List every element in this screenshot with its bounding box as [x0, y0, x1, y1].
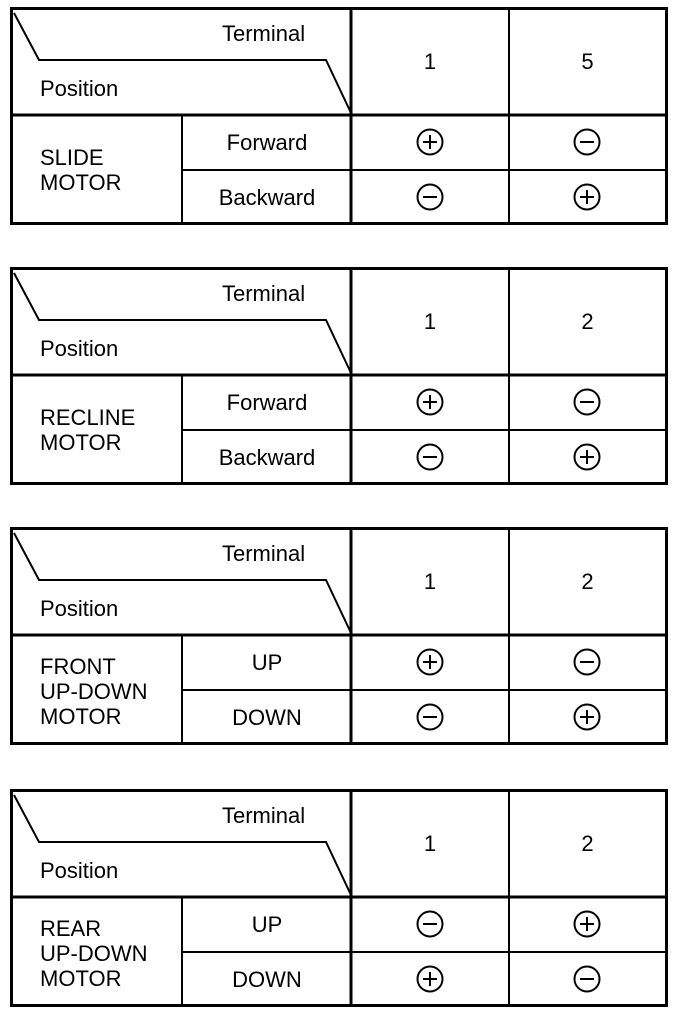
- circled-minus-icon: [416, 910, 444, 938]
- circled-plus-icon: [573, 183, 601, 211]
- position-label-row1: UP: [251, 912, 283, 937]
- position-label-row2: DOWN: [232, 705, 302, 730]
- circled-plus-icon: [573, 443, 601, 471]
- position-header-label: Position: [40, 596, 119, 621]
- terminal-header-label: Terminal: [222, 21, 306, 46]
- terminal-number-second: 2: [581, 831, 594, 856]
- circled-plus-icon: [416, 128, 444, 156]
- circled-plus-icon: [416, 388, 444, 416]
- terminal-header-label: Terminal: [222, 803, 306, 828]
- position-label-row1: Forward: [226, 390, 308, 415]
- terminal-number-second: 2: [581, 569, 594, 594]
- circled-minus-icon: [573, 128, 601, 156]
- position-header-label: Position: [40, 76, 119, 101]
- position-label-row1: Forward: [226, 130, 308, 155]
- recline-motor-table: [10, 267, 668, 485]
- circled-plus-icon: [416, 965, 444, 993]
- motor-name: REAR UP-DOWN MOTOR: [40, 916, 148, 991]
- slide-motor-table: [10, 7, 668, 225]
- motor-name: RECLINE MOTOR: [40, 405, 136, 455]
- position-label-row2: Backward: [218, 445, 316, 470]
- terminal-number-second: 5: [581, 49, 594, 74]
- front-up-down-motor-table: [10, 527, 668, 745]
- terminal-number-second: 2: [581, 309, 594, 334]
- circled-minus-icon: [573, 388, 601, 416]
- terminal-number-first: 1: [423, 49, 437, 74]
- circled-minus-icon: [573, 965, 601, 993]
- circled-plus-icon: [573, 910, 601, 938]
- position-label-row2: Backward: [218, 185, 316, 210]
- circled-minus-icon: [416, 703, 444, 731]
- circled-plus-icon: [416, 648, 444, 676]
- terminal-header-label: Terminal: [222, 541, 306, 566]
- circled-minus-icon: [416, 183, 444, 211]
- position-label-row2: DOWN: [232, 967, 302, 992]
- circled-plus-icon: [573, 703, 601, 731]
- position-header-label: Position: [40, 336, 119, 361]
- rear-up-down-motor-table: [10, 789, 668, 1007]
- terminal-number-first: 1: [423, 309, 437, 334]
- terminal-number-first: 1: [423, 569, 437, 594]
- terminal-number-first: 1: [423, 831, 437, 856]
- position-header-label: Position: [40, 858, 119, 883]
- motor-name: FRONT UP-DOWN MOTOR: [40, 654, 148, 729]
- position-label-row1: UP: [251, 650, 283, 675]
- circled-minus-icon: [573, 648, 601, 676]
- circled-minus-icon: [416, 443, 444, 471]
- motor-name: SLIDE MOTOR: [40, 145, 122, 195]
- terminal-header-label: Terminal: [222, 281, 306, 306]
